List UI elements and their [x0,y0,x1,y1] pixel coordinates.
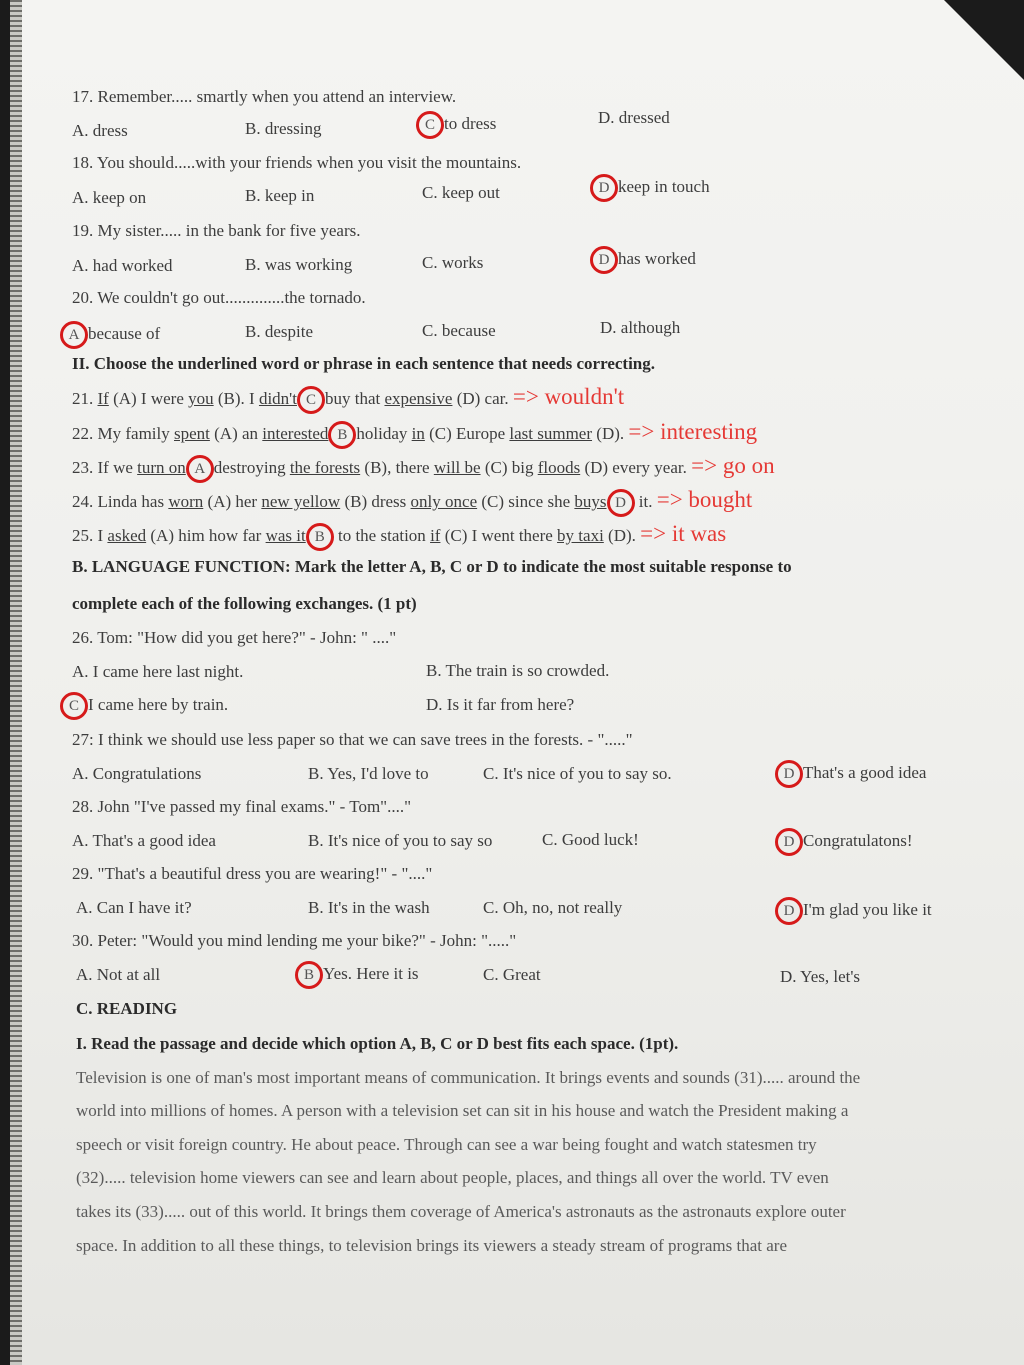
q28-option-c: C. Good luck! [542,830,639,849]
answer-circle: D [775,897,803,925]
q19-option-d: D has worked [590,246,696,274]
q22-sentence: 22. My family spent (A) an interested B holiday in (C) Europe last summer (D). => interesting [72,419,757,449]
folded-corner [944,0,1024,80]
q30-option-a: A. Not at all [76,965,161,984]
q20-option-a: A because of [60,321,160,349]
q17-stem: 17. Remember..... smartly when you attend an interview. [72,87,457,106]
q30-option-d: D. Yes, let's [780,967,861,986]
q18-option-b: B. keep in [245,186,315,205]
q20-option-c: C. because [422,321,496,340]
q28-option-a: A. That's a good idea [72,831,216,850]
q24-correction: => bought [656,487,753,512]
q23-correction: => go on [691,453,775,478]
q27-option-c: C. It's nice of you to say so. [483,764,672,783]
q18-stem: 18. You should.....with your friends when you visit the mountains. [72,153,522,172]
q21-sentence: 21. If (A) I were you (B). I didn't C buy that expensive (D) car. => wouldn't [72,384,624,414]
q29-option-c: C. Oh, no, not really [483,898,623,917]
q29-option-d: D I'm glad you like it [775,897,932,925]
section-c-heading: C. READING [76,999,178,1018]
q18-option-a: A. keep on [72,188,147,207]
q30-option-c: C. Great [483,965,541,984]
q29-option-b: B. It's in the wash [308,898,430,917]
answer-circle: B [328,421,356,449]
section-b-heading-cont: complete each of the following exchanges. (1 pt) [72,594,417,613]
q23-sentence: 23. If we turn on A destroying the forests (B), there will be (C) big floods (D) every year. => go on [72,453,775,483]
answer-circle: C [297,386,325,414]
q30-option-b: B Yes. Here it is [295,961,419,989]
passage-line: Television is one of man's most important means of communication. It brings events and sounds (31)..... around the [76,1068,861,1087]
q20-stem: 20. We couldn't go out..............the tornado. [72,288,366,307]
q28-option-b: B. It's nice of you to say so [308,831,493,850]
q30-stem: 30. Peter: "Would you mind lending me your bike?" - John: "....." [72,931,517,950]
q26-option-d: D. Is it far from here? [426,695,575,714]
q17-option-d: D. dressed [598,108,670,127]
q18-option-d: D keep in touch [590,174,710,202]
answer-circle: C [416,111,444,139]
q20-option-d: D. although [600,318,681,337]
passage-line: space. In addition to all these things, to television brings its viewers a steady stream of programs that are [76,1236,787,1255]
q20-option-b: B. despite [245,322,313,341]
q19-option-c: C. works [422,253,484,272]
section-b-heading: B. LANGUAGE FUNCTION: Mark the letter A, B, C or D to indicate the most suitable response to [72,557,792,576]
passage-line: takes its (33)..... out of this world. It brings them coverage of America's astronauts as the astronauts explore outer [76,1202,846,1221]
q29-stem: 29. "That's a beautiful dress you are wearing!" - "...." [72,864,433,883]
q17-option-a: A. dress [72,121,128,140]
passage-line: (32)..... television home viewers can see and learn about people, places, and things all over the world. TV even [76,1168,829,1187]
binding-edge [10,0,22,1365]
q19-option-b: B. was working [245,255,353,274]
answer-circle: D [775,760,803,788]
q25-correction: => it was [640,521,727,546]
answer-circle: D [775,828,803,856]
q26-option-a: A. I came here last night. [72,662,244,681]
q27-stem: 27: I think we should use less paper so that we can save trees in the forests. - "....." [72,730,633,749]
q28-option-d: D Congratulatons! [775,828,913,856]
exam-sheet [10,0,1024,1365]
q18-option-c: C. keep out [422,183,500,202]
answer-circle: D [590,246,618,274]
answer-circle: B [306,523,334,551]
answer-circle: A [60,321,88,349]
answer-circle: D [590,174,618,202]
passage-line: world into millions of homes. A person with a television set can sit in his house and watch the President making a [76,1101,849,1120]
answer-circle: B [295,961,323,989]
q26-option-c: C I came here by train. [60,692,228,720]
q27-option-a: A. Congratulations [72,764,202,783]
reading-instructions: I. Read the passage and decide which option A, B, C or D best fits each space. (1pt). [76,1034,679,1053]
q21-correction: => wouldn't [512,384,625,409]
q27-option-d: D That's a good idea [775,760,926,788]
answer-circle: D [607,489,635,517]
q22-correction: => interesting [628,419,758,444]
q17-option-b: B. dressing [245,119,322,138]
passage-line: speech or visit foreign country. He about peace. Through can see a war being fought and watch statesmen try [76,1135,817,1154]
q26-stem: 26. Tom: "How did you get here?" - John: " ...." [72,628,397,647]
q19-option-a: A. had worked [72,256,173,275]
section-2-heading: II. Choose the underlined word or phrase in each sentence that needs correcting. [72,354,656,373]
q27-option-b: B. Yes, I'd love to [308,764,429,783]
q24-sentence: 24. Linda has worn (A) her new yellow (B) dress only once (C) since she buys D it. => bought [72,487,752,517]
answer-circle: C [60,692,88,720]
q25-sentence: 25. I asked (A) him how far was it B to the station if (C) I went there by taxi (D). => it was [72,521,726,551]
q19-stem: 19. My sister..... in the bank for five years. [72,221,361,240]
q29-option-a: A. Can I have it? [76,898,192,917]
q28-stem: 28. John "I've passed my final exams." - Tom"...." [72,797,412,816]
q17-option-c: C to dress [416,111,496,139]
q26-option-b: B. The train is so crowded. [426,661,610,680]
answer-circle: A [186,455,214,483]
